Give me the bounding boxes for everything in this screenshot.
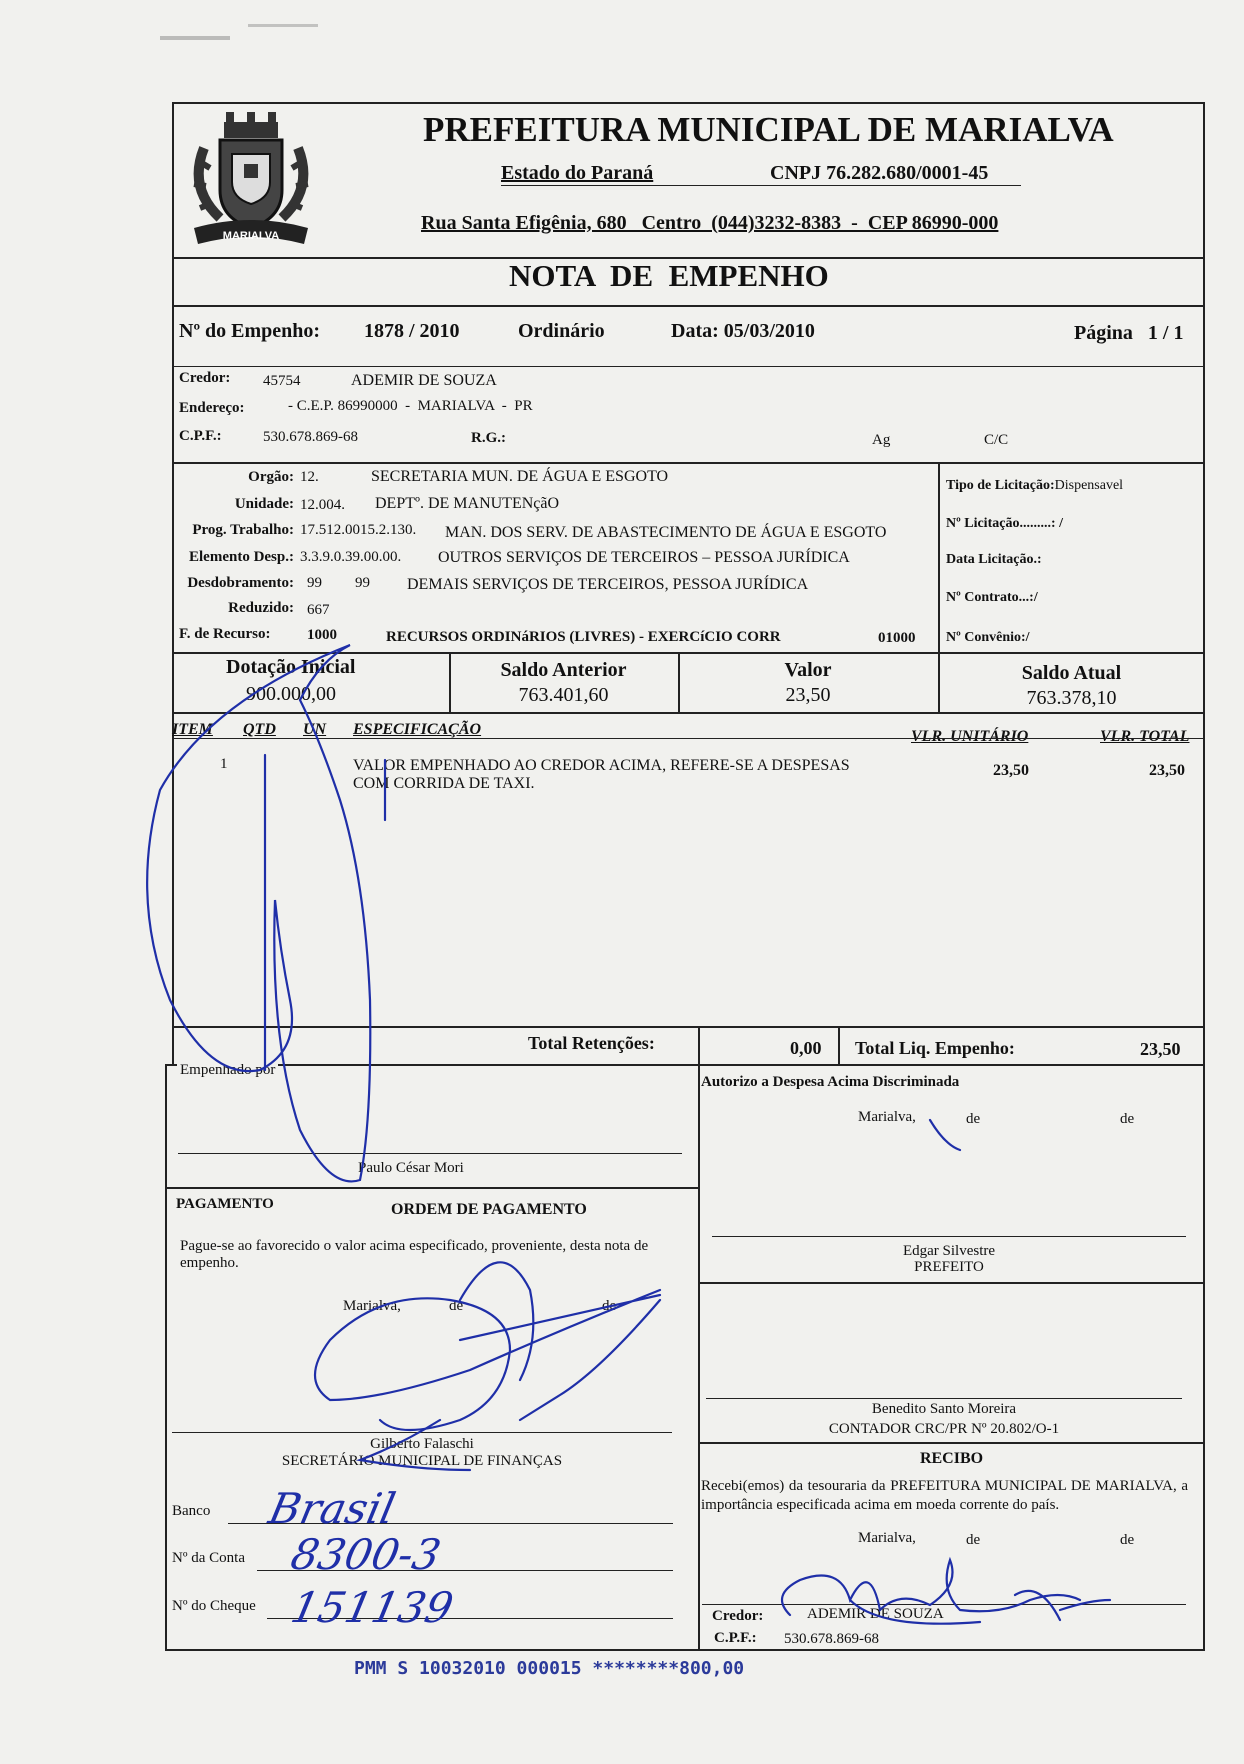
cc-label: C/C [984,432,1009,448]
autorizo-de-2: de [1120,1111,1135,1127]
credor-box [172,366,1205,464]
divider [838,1026,840,1066]
licitacao-data: Data Licitação.: [946,552,1042,567]
rg-label: R.G.: [471,430,506,446]
desdobramento-desc: DEMAIS SERVIÇOS DE TERCEIROS, PESSOA JURÍDICA [407,576,809,593]
scan-mark [248,24,318,27]
item-description-line1: VALOR EMPENHADO AO CREDOR ACIMA, REFERE-SE A DESPESAS [353,757,850,774]
contador-name: Benedito Santo Moreira [871,1401,1017,1417]
item-total-value: 23,50 [1149,762,1185,779]
unidade-label: Unidade: [234,496,294,512]
desdobramento-a: 99 [307,575,322,591]
reduzido-value: 667 [307,602,330,618]
pagamento-de-2: de [602,1298,617,1314]
convenio-number: Nº Convênio:/ [946,630,1030,645]
item-unit-value: 23,50 [993,762,1029,779]
dotacao-label: Dotação Inicial [226,656,356,678]
desdobramento-b: 99 [355,575,370,591]
state-label: Estado do Paraná [501,162,654,184]
signature-line [172,1432,672,1433]
signature-line [702,1604,1186,1605]
recibo-de-1: de [966,1532,981,1548]
divider [698,1026,700,1066]
retencoes-label: Total Retenções: [528,1033,655,1053]
recibo-de-2: de [1120,1532,1135,1548]
recibo-credor-label: Credor: [712,1608,764,1624]
prefeito-role: PREFEITO [914,1259,984,1275]
item-description-line2: COM CORRIDA DE TAXI. [353,775,535,792]
address-label: Endereço: [179,400,245,416]
conta-handwritten: 8300-3 [286,1530,446,1579]
empenhado-name: Paulo César Mori [358,1160,464,1176]
reduzido-label: Reduzido: [228,600,294,616]
conta-label: Nº da Conta [172,1550,245,1566]
empenho-number: 1878 / 2010 [364,320,460,342]
column-header-especificacao: ESPECIFICAÇÃO [353,721,482,738]
cheque-handwritten: 151139 [286,1583,458,1632]
scan-mark [160,36,230,40]
recurso-desc: RECURSOS ORDINáRIOS (LIVRES) - EXERCíCIO CORR [386,629,781,645]
empenhado-por-label: Empenhado por [177,1062,278,1079]
column-header-un: UN [303,721,327,738]
empenho-number-label: Nº do Empenho: [179,320,321,342]
banco-handwritten: Brasil [264,1484,400,1533]
pagamento-label: PAGAMENTO [176,1196,274,1212]
document-title: NOTA DE EMPENHO [509,258,829,293]
ordem-pagamento-label: ORDEM DE PAGAMENTO [391,1201,587,1218]
contrato-number: Nº Contrato...:/ [946,590,1038,605]
secretario-role: SECRETÁRIO MUNICIPAL DE FINANÇAS [281,1453,563,1469]
elemento-code: 3.3.9.0.39.00.00. [300,549,402,565]
valor-label: Valor [784,659,832,681]
recurso-label: F. de Recurso: [179,626,271,642]
retencoes-value: 0,00 [790,1038,822,1058]
prog-desc: MAN. DOS SERV. DE ABASTECIMENTO DE ÁGUA E ESGOTO [445,524,887,541]
recibo-label: RECIBO [919,1450,984,1467]
recibo-cpf-label: C.P.F.: [714,1630,757,1646]
elemento-label: Elemento Desp.: [189,549,294,565]
orgao-code: 12. [300,469,319,485]
liq-empenho-label: Total Liq. Empenho: [855,1038,1015,1058]
divider [698,1064,700,1651]
credor-address: - C.E.P. 86990000 - MARIALVA - PR [288,398,533,414]
saldo-anterior-value: 763.401,60 [518,684,609,706]
totals-row [172,1026,1205,1066]
credor-label: Credor: [179,370,231,386]
recibo-text: Recebi(emos) da tesouraria da PREFEITURA MUNICIPAL DE MARIALVA, a importância especificada acima em moeda corrente do país. [701,1478,1188,1513]
svg-text:MARIALVA: MARIALVA [222,230,280,242]
autorizo-place: Marialva, [858,1109,916,1125]
empenho-date: Data: 05/03/2010 [671,320,815,342]
recibo-credor-name: ADEMIR DE SOUZA [807,1606,944,1622]
page-number: Página 1 / 1 [1074,322,1184,344]
column-header-item: ITEM [172,721,213,738]
autorizo-de-1: de [966,1111,981,1127]
pagamento-place: Marialva, [343,1298,401,1314]
section-rule [698,1282,1205,1284]
ag-label: Ag [872,432,891,448]
elemento-desc: OUTROS SERVIÇOS DE TERCEIROS – PESSOA JURÍDICA [438,549,850,566]
pagamento-text: Pague-se ao favorecido o valor acima especificado, proveniente, desta nota de empenho. [180,1238,649,1271]
cpf-label: C.P.F.: [179,428,222,444]
credor-name: ADEMIR DE SOUZA [351,372,497,389]
municipal-crest-logo [180,108,322,253]
page-title: PREFEITURA MUNICIPAL DE MARIALVA [423,110,1114,149]
recurso-code: 1000 [307,627,337,643]
recibo-place: Marialva, [858,1530,916,1546]
desdobramento-label: Desdobramento: [187,575,294,591]
header-rule [172,738,1205,739]
item-number: 1 [220,756,228,772]
credor-code: 45754 [263,373,301,389]
signature-line [712,1236,1186,1237]
credor-cpf: 530.678.869-68 [263,429,358,445]
autorizo-label: Autorizo a Despesa Acima Discriminada [701,1074,960,1090]
dotacao-value: 900.000,00 [246,683,336,705]
banco-label: Banco [172,1503,211,1519]
underline [501,185,1021,186]
prog-label: Prog. Trabalho: [192,522,294,538]
column-header-vlr-unitario: VLR. UNITÁRIO [911,728,1029,745]
secretario-name: Gilberto Falaschi [370,1436,474,1452]
prog-code: 17.512.0015.2.130. [300,522,417,538]
section-rule [698,1442,1205,1444]
section-rule [165,1187,698,1189]
orgao-label: Orgão: [248,469,294,485]
licitacao-numero: Nº Licitação.........: / [946,516,1063,531]
contador-role: CONTADOR CRC/PR Nº 20.802/O-1 [828,1421,1060,1437]
signature-line [178,1153,682,1154]
empenho-type: Ordinário [518,320,605,342]
orgao-desc: SECRETARIA MUN. DE ÁGUA E ESGOTO [371,468,669,485]
column-header-vlr-total: VLR. TOTAL [1100,728,1190,745]
unidade-desc: DEPTº. DE MANUTENçãO [375,495,560,512]
cnpj-label: CNPJ 76.282.680/0001-45 [770,162,989,184]
recibo-cpf-value: 530.678.869-68 [784,1631,879,1647]
cheque-label: Nº do Cheque [172,1598,256,1614]
recurso-number: 01000 [878,630,916,646]
pagamento-de-1: de [449,1298,464,1314]
signature-line [706,1398,1182,1399]
valor-value: 23,50 [785,684,831,706]
liq-empenho-value: 23,50 [1140,1039,1181,1059]
divider [938,462,940,654]
address-label: Rua Santa Efigênia, 680 Centro (044)3232-8383 - CEP 86990-000 [421,212,999,234]
prefeito-name: Edgar Silvestre [902,1243,996,1259]
column-header-qtd: QTD [243,721,276,738]
unidade-code: 12.004. [300,497,345,513]
licitacao-tipo-label: Tipo de Licitação:Dispensavel [946,478,1124,493]
saldo-atual-label: Saldo Atual [1021,662,1122,684]
saldo-atual-value: 763.378,10 [1026,687,1117,709]
payment-stamp: PMM S 10032010 000015 ********800,00 [354,1658,745,1679]
saldo-anterior-label: Saldo Anterior [500,659,627,681]
